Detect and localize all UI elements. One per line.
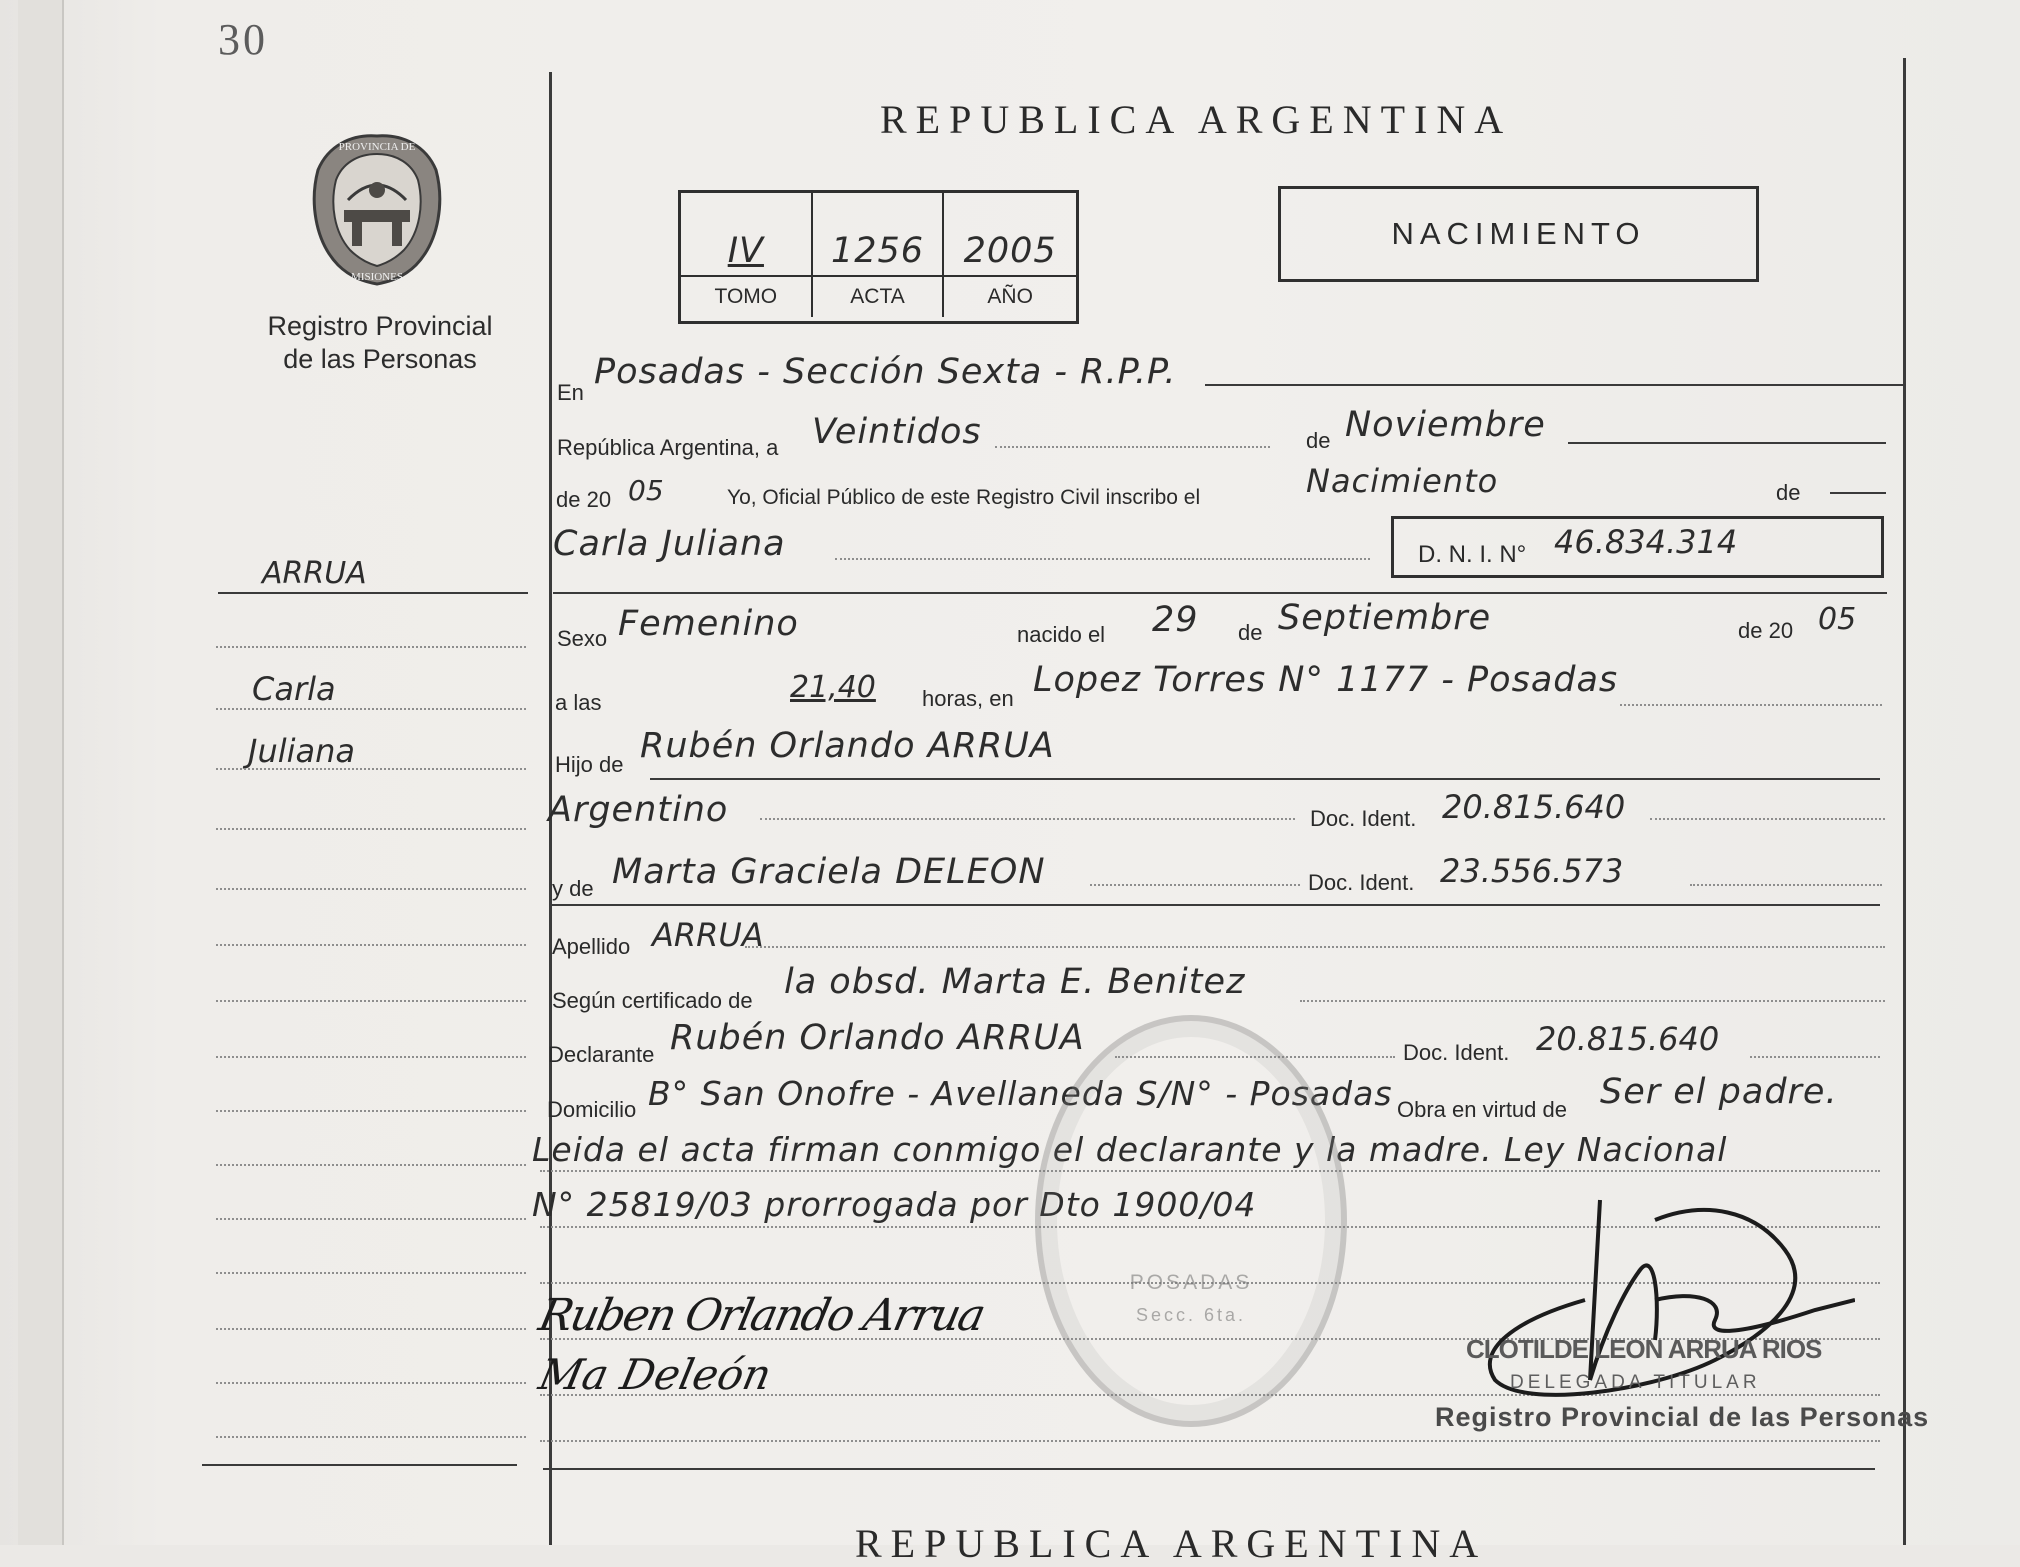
registry-name [245, 310, 515, 376]
margin-apellido: ARRUA [262, 556, 367, 591]
mes-value: Noviembre [1345, 405, 1546, 445]
right-border-rule [1903, 58, 1906, 1545]
margin-dotline [216, 1164, 526, 1166]
hijo-label: Hijo de [555, 752, 624, 777]
declarante-doc: 20.815.640 [1536, 1020, 1720, 1058]
tomo-value: IV [727, 231, 764, 271]
anio-suffix: 05 [628, 474, 664, 507]
page-edge [18, 0, 64, 1545]
margin-dotline [216, 828, 526, 830]
padre-signature: Ruben Orlando Arrua [534, 1290, 989, 1341]
row-rule [553, 592, 1887, 594]
nacido-label: nacido el [1017, 622, 1106, 647]
page-number: 30 [218, 15, 268, 64]
lugar-value: Lopez Torres N° 1177 - Posadas [1033, 660, 1619, 700]
padre-doc: 20.815.640 [1442, 788, 1626, 826]
de-rule [1830, 492, 1886, 494]
sexo-label: Sexo [557, 626, 608, 651]
dotline [760, 818, 1295, 820]
margin-dotline [216, 1218, 526, 1220]
rep-label: República Argentina, a [557, 435, 779, 460]
margin-nombre1: Carla [252, 670, 336, 708]
en-rule [1205, 384, 1905, 386]
obra-value: Ser el padre. [1600, 1072, 1838, 1112]
margin-dotline [216, 646, 526, 648]
act-type: NACIMIENTO [1391, 216, 1646, 251]
nacido-anio: 05 [1818, 602, 1857, 637]
dotline [1620, 704, 1882, 706]
margin-dotline [216, 888, 526, 890]
madre-doc-label: Doc. Ident. [1308, 870, 1415, 895]
margin-nombre2: Juliana [248, 732, 355, 770]
margin-dotline [216, 1110, 526, 1112]
madre-doc: 23.556.573 [1440, 852, 1624, 890]
margin-dotline [216, 1000, 526, 1002]
anio-label: AÑO [987, 285, 1033, 308]
nacido-dia: 29 [1152, 600, 1199, 640]
dotline [1650, 818, 1885, 820]
yo-label: Yo, Oficial Público de este Registro Civil inscribo el [727, 486, 1201, 509]
dotline [995, 446, 1270, 448]
svg-text:PROVINCIA DE: PROVINCIA DE [338, 141, 416, 153]
acta-label: ACTA [850, 285, 905, 308]
book-reference-table [678, 190, 1079, 324]
padre-value: Rubén Orlando ARRUA [640, 726, 1055, 766]
document-title: REPUBLICA ARGENTINA [880, 97, 1513, 142]
dotline [1300, 1000, 1885, 1002]
apellido-label: Apellido [552, 934, 631, 959]
obra-label: Obra en virtud de [1397, 1097, 1567, 1122]
de-label: de [1776, 480, 1801, 505]
madre-value: Marta Graciela DELEON [612, 852, 1046, 892]
yde-label: y de [552, 876, 594, 901]
dotline [1750, 1056, 1880, 1058]
margin-dotline [216, 1328, 526, 1330]
dotline [835, 558, 1370, 560]
padre-doc-label: Doc. Ident. [1310, 806, 1417, 831]
horas-label: horas, en [922, 686, 1014, 711]
bottom-rule-left [202, 1464, 517, 1466]
margin-dotline [216, 1436, 526, 1438]
padre-nacionalidad: Argentino [548, 790, 729, 830]
dotline [540, 1440, 1880, 1442]
nacido-anio-prefix: de 20 [1738, 618, 1794, 643]
declarante-value: Rubén Orlando ARRUA [670, 1018, 1085, 1058]
dotline [1090, 884, 1300, 886]
dni-label: D. N. I. N° [1418, 541, 1527, 568]
nota-line2: N° 25819/03 prorrogada por Dto 1900/04 [532, 1185, 1257, 1224]
segun-label: Según certificado de [552, 988, 753, 1013]
dni-box [1391, 516, 1884, 578]
official-stamp [1035, 1015, 1347, 1427]
dni-value: 46.834.314 [1554, 523, 1738, 561]
en-label: En [557, 380, 584, 405]
inscribe-value: Nacimiento [1306, 462, 1499, 500]
hora-value: 21,40 [790, 670, 876, 705]
sexo-value: Femenino [618, 604, 799, 644]
anio-prefix: de 20 [556, 487, 612, 512]
en-value: Posadas - Sección Sexta - R.P.P. [594, 352, 1177, 392]
province-seal-icon [308, 130, 446, 288]
dia-value: Veintidos [812, 412, 982, 452]
alas-label: a las [555, 690, 602, 715]
nacido-de-label: de [1238, 620, 1263, 645]
madre-signature: Ma Deleón [534, 1350, 776, 1399]
apellido-value: ARRUA [652, 916, 764, 954]
margin-dotline [216, 944, 526, 946]
margin-dotline [216, 1056, 526, 1058]
domicilio-label: Domicilio [547, 1097, 637, 1122]
row-rule [650, 778, 1880, 780]
mes-label: de [1306, 428, 1331, 453]
nota-line1: Leida el acta firman conmigo el declarante y la madre. Ley Nacional [532, 1130, 1728, 1169]
margin-dotline [216, 708, 526, 710]
margin-dotline [216, 768, 526, 770]
dotline [745, 946, 1885, 948]
domicilio-value: B° San Onofre - Avellaneda S/N° - Posadas [648, 1074, 1393, 1113]
row-rule [552, 904, 1880, 906]
stamp-line2: Secc. 6ta. [1135, 1305, 1247, 1325]
svg-text:MISIONES: MISIONES [351, 271, 403, 283]
registry-line1: Registro Provincial [267, 311, 493, 341]
mes-rule [1568, 442, 1886, 444]
act-type-box [1278, 186, 1759, 282]
bottom-rule-main [543, 1468, 1875, 1470]
margin-dotline [216, 1382, 526, 1384]
margin-rule [218, 592, 528, 594]
nacido-mes: Septiembre [1278, 598, 1492, 638]
tomo-label: TOMO [714, 285, 778, 308]
declarante-doc-label: Doc. Ident. [1403, 1040, 1510, 1065]
nombre-value: Carla Juliana [553, 524, 786, 564]
next-form-title: REPUBLICA ARGENTINA [855, 1521, 1488, 1566]
declarante-label: Declarante [548, 1042, 655, 1067]
official-name: CLOTILDE LEON ARRUA RIOS [1466, 1334, 1822, 1364]
stamp-line1: POSADAS [1129, 1271, 1253, 1294]
dotline [1690, 884, 1882, 886]
official-role: DELEGADA TITULAR [1510, 1372, 1761, 1393]
acta-value: 1256 [830, 231, 925, 271]
registry-line2: de las Personas [283, 344, 477, 374]
anio-value: 2005 [963, 231, 1057, 271]
margin-dotline [216, 1272, 526, 1274]
official-organization: Registro Provincial de las Personas [1435, 1402, 1930, 1432]
segun-value: la obsd. Marta E. Benitez [784, 962, 1246, 1002]
